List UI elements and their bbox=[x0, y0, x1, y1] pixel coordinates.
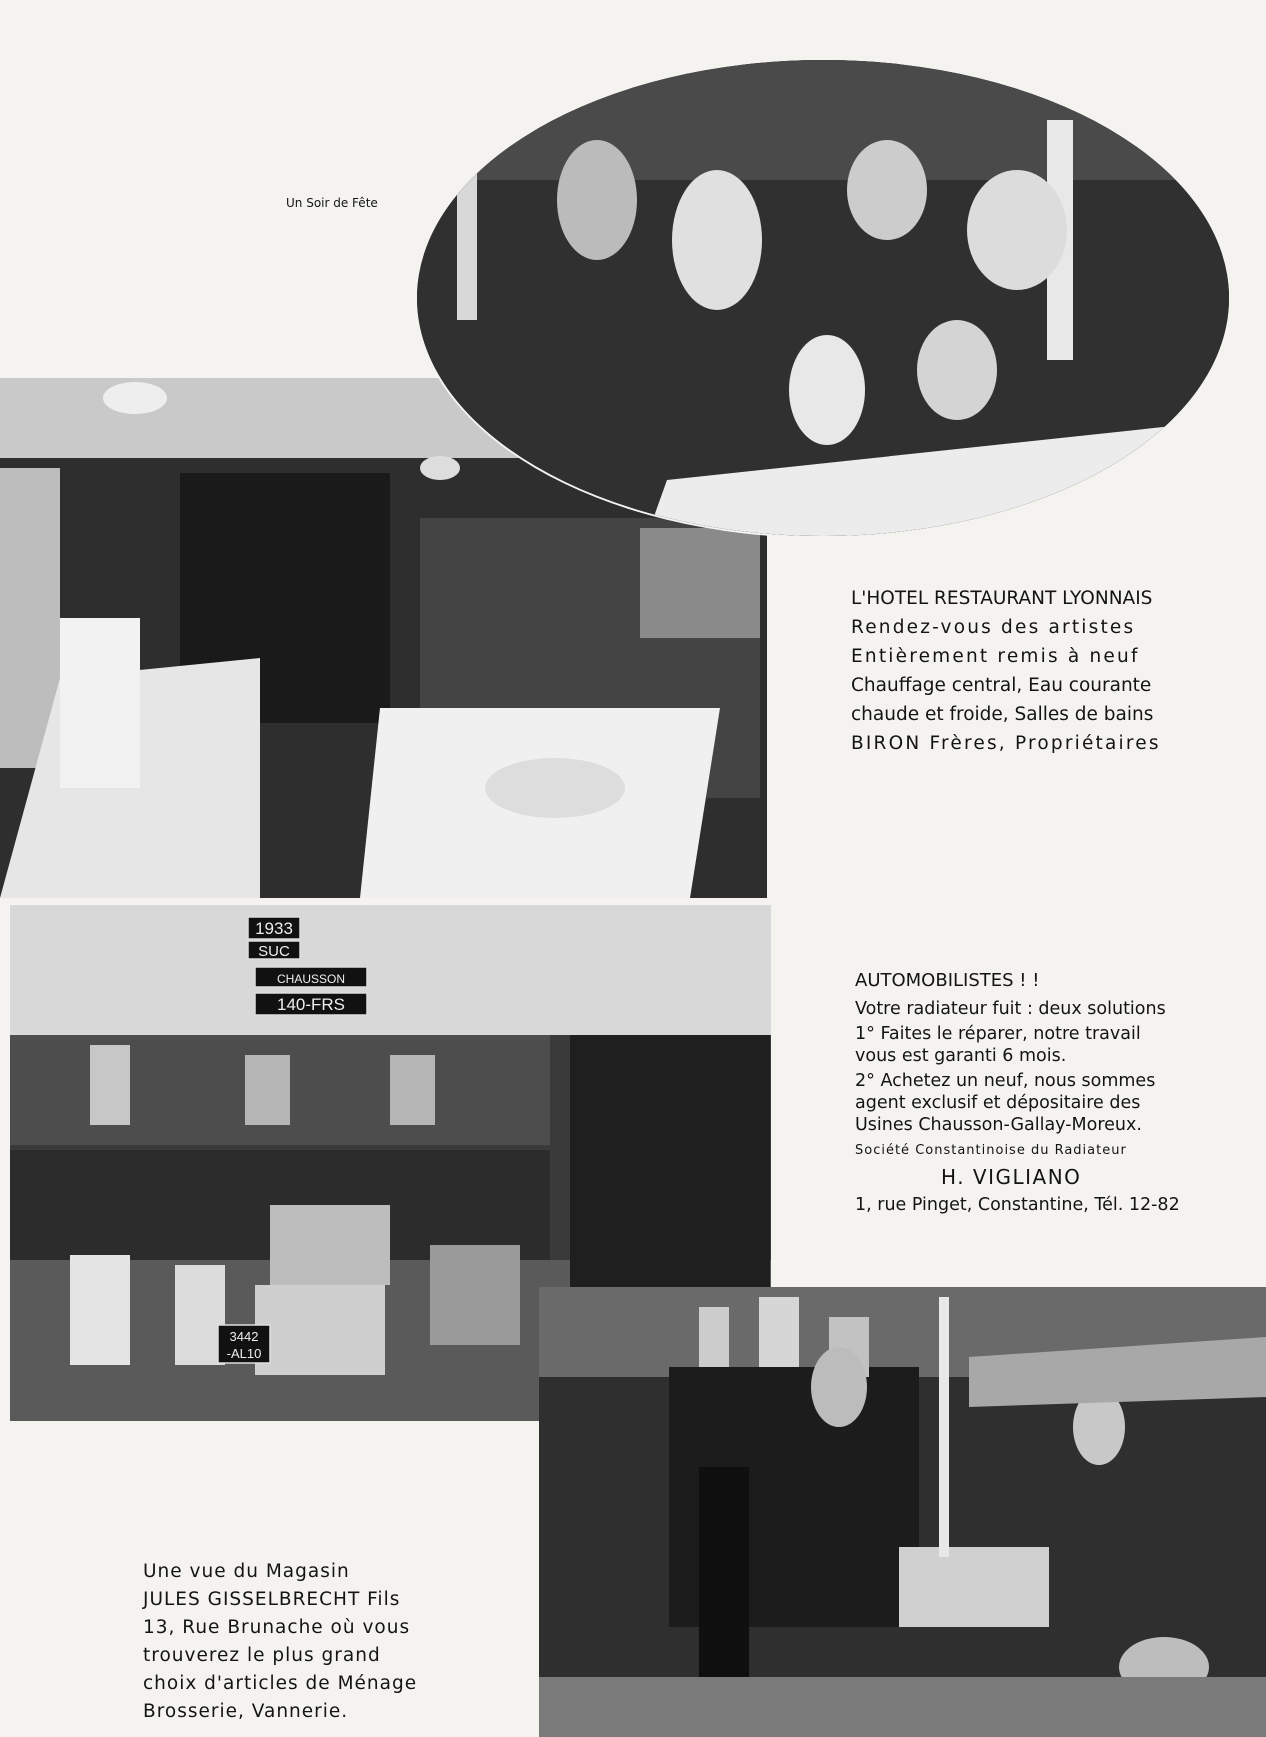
shop-line: choix d'articles de Ménage bbox=[143, 1673, 418, 1694]
hotel-advert bbox=[851, 584, 1161, 758]
hotel-line-title: L'HOTEL RESTAURANT LYONNAIS bbox=[851, 588, 1153, 609]
garage-plate-price: 140-FRS bbox=[276, 995, 346, 1014]
auto-line: 2° Achetez un neuf, nous sommes bbox=[855, 1071, 1156, 1091]
shop-line: JULES GISSELBRECHT Fils bbox=[143, 1589, 401, 1610]
garage-sign-brand: CHAUSSON bbox=[276, 972, 346, 986]
shop-line: Brosserie, Vannerie. bbox=[143, 1701, 349, 1722]
auto-line: Usines Chausson-Gallay-Moreux. bbox=[855, 1115, 1142, 1135]
hotel-line: Chauffage central, Eau courante bbox=[851, 675, 1152, 696]
radiator-advert bbox=[855, 970, 1180, 1216]
auto-line: Votre radiateur fuit : deux solutions bbox=[855, 999, 1166, 1019]
shop-photo bbox=[539, 1287, 1266, 1737]
auto-heading: AUTOMOBILISTES ! ! bbox=[855, 970, 1040, 991]
shop-line: 13, Rue Brunache où vous bbox=[143, 1617, 411, 1638]
shop-advert bbox=[143, 1558, 417, 1726]
shop-line: Une vue du Magasin bbox=[143, 1561, 350, 1582]
hotel-line: chaude et froide, Salles de bains bbox=[851, 704, 1154, 725]
hotel-line: Entièrement remis à neuf bbox=[851, 646, 1140, 667]
garage-plate-code: SUC bbox=[258, 943, 290, 960]
hotel-line: BIRON Frères, Propriétaires bbox=[851, 733, 1161, 754]
auto-line: 1° Faites le réparer, notre travail bbox=[855, 1024, 1141, 1044]
garage-plate-bottom-2: -AL10 bbox=[226, 1346, 262, 1361]
auto-line: vous est garanti 6 mois. bbox=[855, 1046, 1067, 1066]
shop-line: trouverez le plus grand bbox=[143, 1645, 381, 1666]
auto-company: Société Constantinoise du Radiateur bbox=[855, 1143, 1127, 1158]
garage-plate-year: 1933 bbox=[255, 919, 293, 938]
garage-plate-bottom-1: 3442 bbox=[229, 1329, 259, 1344]
hotel-line: Rendez-vous des artistes bbox=[851, 617, 1136, 638]
fete-caption: Un Soir de Fête bbox=[286, 196, 378, 210]
fete-oval-photo bbox=[415, 58, 1231, 538]
auto-line: agent exclusif et dépositaire des bbox=[855, 1093, 1141, 1113]
auto-address: 1, rue Pinget, Constantine, Tél. 12-82 bbox=[855, 1195, 1180, 1215]
auto-owner: H. VIGLIANO bbox=[941, 1165, 1082, 1189]
